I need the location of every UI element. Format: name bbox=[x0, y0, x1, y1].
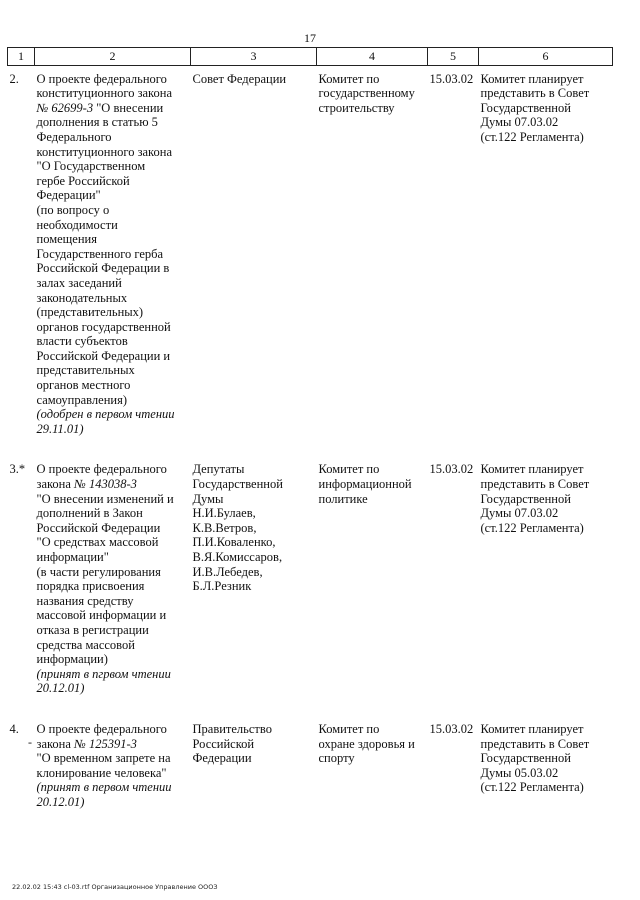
note-line: представить в Совет bbox=[480, 736, 590, 751]
bill-title-line: порядка присвоения bbox=[36, 579, 145, 594]
committee-line: политике bbox=[318, 491, 368, 506]
bill-title-line: "О средствах массовой bbox=[36, 535, 159, 550]
footer: 22.02.02 15:43 cl-03.rtf Организационное Управление ОООЗ bbox=[12, 883, 218, 891]
bill-title-line: № 62699-3 "О внесении bbox=[36, 100, 164, 115]
bill-title-line: О проекте федерального bbox=[36, 721, 167, 736]
initiator-line: В.Я.Комиссаров, bbox=[192, 550, 283, 564]
item-number-text: 2. bbox=[9, 71, 19, 86]
initiator-line: Правительство bbox=[192, 721, 272, 736]
note-line: (ст.122 Регламента) bbox=[480, 780, 584, 795]
bill-title-line: (принят в первом чтении bbox=[36, 780, 172, 795]
committee-line: Комитет по bbox=[318, 71, 380, 86]
item-number bbox=[8, 65, 35, 456]
date: 15.03.02 bbox=[429, 71, 474, 86]
bill-title-line: (по вопросу о bbox=[36, 202, 110, 217]
bill-title-line: "О Государственном bbox=[36, 159, 146, 174]
bill-title-line: информации" bbox=[36, 550, 109, 564]
bill-title-line: Федерации" bbox=[36, 188, 101, 203]
col-header-6: 6 bbox=[479, 48, 613, 66]
bill-number: № 62699-3 bbox=[36, 100, 94, 115]
bill-title-line: отказа в регистрации bbox=[36, 622, 149, 637]
bill-title-line: (принят в пгрвом чтении bbox=[36, 666, 171, 681]
initiator-line: Российской bbox=[192, 736, 255, 751]
bill-title-line: представительных bbox=[36, 363, 135, 378]
bill-title bbox=[35, 456, 191, 716]
item-number bbox=[8, 716, 35, 830]
agenda-table bbox=[7, 47, 613, 830]
bill-title-line: 20.12.01) bbox=[36, 794, 85, 809]
bill-title-line: (представительных) bbox=[36, 305, 144, 320]
bill-number: № 143038-3 bbox=[74, 477, 137, 492]
note bbox=[479, 456, 613, 716]
initiator-line: Депутаты bbox=[192, 462, 245, 477]
committee-line: государственному bbox=[318, 86, 415, 101]
initiator-line: К.В.Ветров, bbox=[192, 520, 257, 535]
bill-title-line: О проекте федерального bbox=[36, 71, 167, 86]
bill-title-line: средства массовой bbox=[36, 637, 135, 652]
committee-line: Комитет по bbox=[318, 721, 380, 736]
bill-title-line: Федерального bbox=[36, 129, 112, 144]
bill-title-line: Российской Федерации и bbox=[36, 348, 171, 363]
note-line: (ст.122 Регламента) bbox=[480, 520, 584, 535]
date: 15.03.02 bbox=[429, 462, 474, 477]
bill-title-line: органов местного bbox=[36, 378, 131, 393]
col-header-5: 5 bbox=[428, 48, 479, 66]
col-header-2: 2 bbox=[35, 48, 191, 66]
item-number-text: 3.* bbox=[9, 462, 26, 477]
initiator-line: П.И.Коваленко, bbox=[192, 535, 276, 550]
note-line: представить в Совет bbox=[480, 477, 590, 492]
col-header-4: 4 bbox=[317, 48, 428, 66]
margin-mark: - bbox=[28, 735, 32, 749]
initiator bbox=[191, 65, 317, 456]
bill-title-line: самоуправления) bbox=[36, 392, 127, 407]
item-number-text: 4. bbox=[9, 721, 19, 736]
note-line: Комитет планирует bbox=[480, 462, 584, 477]
committee-line: информационной bbox=[318, 477, 412, 492]
note-line: Думы 07.03.02 bbox=[480, 115, 559, 130]
bill-title-line: конституционного закона bbox=[36, 86, 172, 101]
note-line: Государственной bbox=[480, 751, 571, 766]
bill-number: № 125391-3 bbox=[74, 736, 137, 751]
bill-title-line: О проекте федерального bbox=[36, 462, 167, 477]
initiator-line: Думы bbox=[192, 491, 224, 506]
note bbox=[479, 65, 613, 456]
bill-title-line: дополнений в Закон bbox=[36, 506, 143, 521]
bill-title-line: законодательных bbox=[36, 290, 128, 305]
bill-title-line: залах заседаний bbox=[36, 275, 122, 290]
bill-title bbox=[35, 65, 191, 456]
date: 15.03.02 bbox=[429, 721, 474, 736]
bill-title-line: (одобрен в первом чтении bbox=[36, 407, 175, 422]
initiator-line: Федерации bbox=[192, 751, 252, 766]
bill-title-line: Российской Федерации в bbox=[36, 261, 170, 276]
bill-title-line: закона № 143038-3 bbox=[36, 477, 137, 492]
bill-title-line: конституционного закона bbox=[36, 144, 172, 159]
bill-title-line: органов государственной bbox=[36, 319, 171, 334]
bill-title-line: 29.11.01) bbox=[36, 421, 84, 436]
initiator bbox=[191, 456, 317, 716]
initiator bbox=[191, 716, 317, 830]
committee-line: спорту bbox=[318, 751, 355, 766]
table-row bbox=[8, 456, 613, 716]
committee bbox=[317, 65, 428, 456]
header-row bbox=[8, 48, 613, 66]
initiator-line: Государственной bbox=[192, 477, 283, 492]
bill-title-line: названия средству bbox=[36, 593, 134, 608]
initiator-line: Б.Л.Резник bbox=[192, 579, 252, 594]
table-row bbox=[8, 65, 613, 456]
col-header-1: 1 bbox=[8, 48, 35, 66]
page-number: 17 bbox=[304, 31, 316, 45]
bill-title-line: клонирование человека" bbox=[36, 765, 167, 780]
note-line: представить в Совет bbox=[480, 86, 590, 101]
note-line: Комитет планирует bbox=[480, 71, 584, 86]
bill-title-line: массовой информации и bbox=[36, 608, 167, 623]
bill-title-line: информации) bbox=[36, 652, 108, 667]
bill-title-line: гербе Российской bbox=[36, 173, 130, 188]
initiator-line: Н.И.Булаев, bbox=[192, 506, 256, 521]
bill-title-line: власти субъектов bbox=[36, 334, 128, 349]
note bbox=[479, 716, 613, 830]
committee bbox=[317, 716, 428, 830]
bill-title-line: (в части регулирования bbox=[36, 564, 161, 579]
table-row bbox=[8, 716, 613, 830]
bill-title-line: помещения bbox=[36, 232, 97, 247]
note-line: (ст.122 Регламента) bbox=[480, 129, 584, 144]
initiator-line: Совет Федерации bbox=[192, 71, 287, 86]
item-number bbox=[8, 456, 35, 716]
bill-title-line: Российской Федерации bbox=[36, 520, 161, 535]
bill-title bbox=[35, 716, 191, 830]
note-line: Думы 07.03.02 bbox=[480, 506, 559, 521]
committee-line: охране здоровья и bbox=[318, 736, 415, 751]
note-line: Думы 05.03.02 bbox=[480, 765, 559, 780]
committee-line: Комитет по bbox=[318, 462, 380, 477]
committee bbox=[317, 456, 428, 716]
bill-title-line: дополнения в статью 5 bbox=[36, 115, 158, 130]
committee-line: строительству bbox=[318, 100, 395, 115]
note-line: Государственной bbox=[480, 100, 571, 115]
bill-title-line: необходимости bbox=[36, 217, 118, 232]
bill-title-line: "О внесении изменений и bbox=[36, 491, 174, 506]
initiator-line: И.В.Лебедев, bbox=[192, 564, 263, 579]
bill-title-line: закона № 125391-3 bbox=[36, 736, 137, 751]
col-header-3: 3 bbox=[191, 48, 317, 66]
bill-title-line: Государственного герба bbox=[36, 246, 164, 261]
bill-title-line: 20.12.01) bbox=[36, 681, 85, 696]
note-line: Комитет планирует bbox=[480, 721, 584, 736]
note-line: Государственной bbox=[480, 491, 571, 506]
bill-title-line: "О временном запрете на bbox=[36, 751, 171, 766]
